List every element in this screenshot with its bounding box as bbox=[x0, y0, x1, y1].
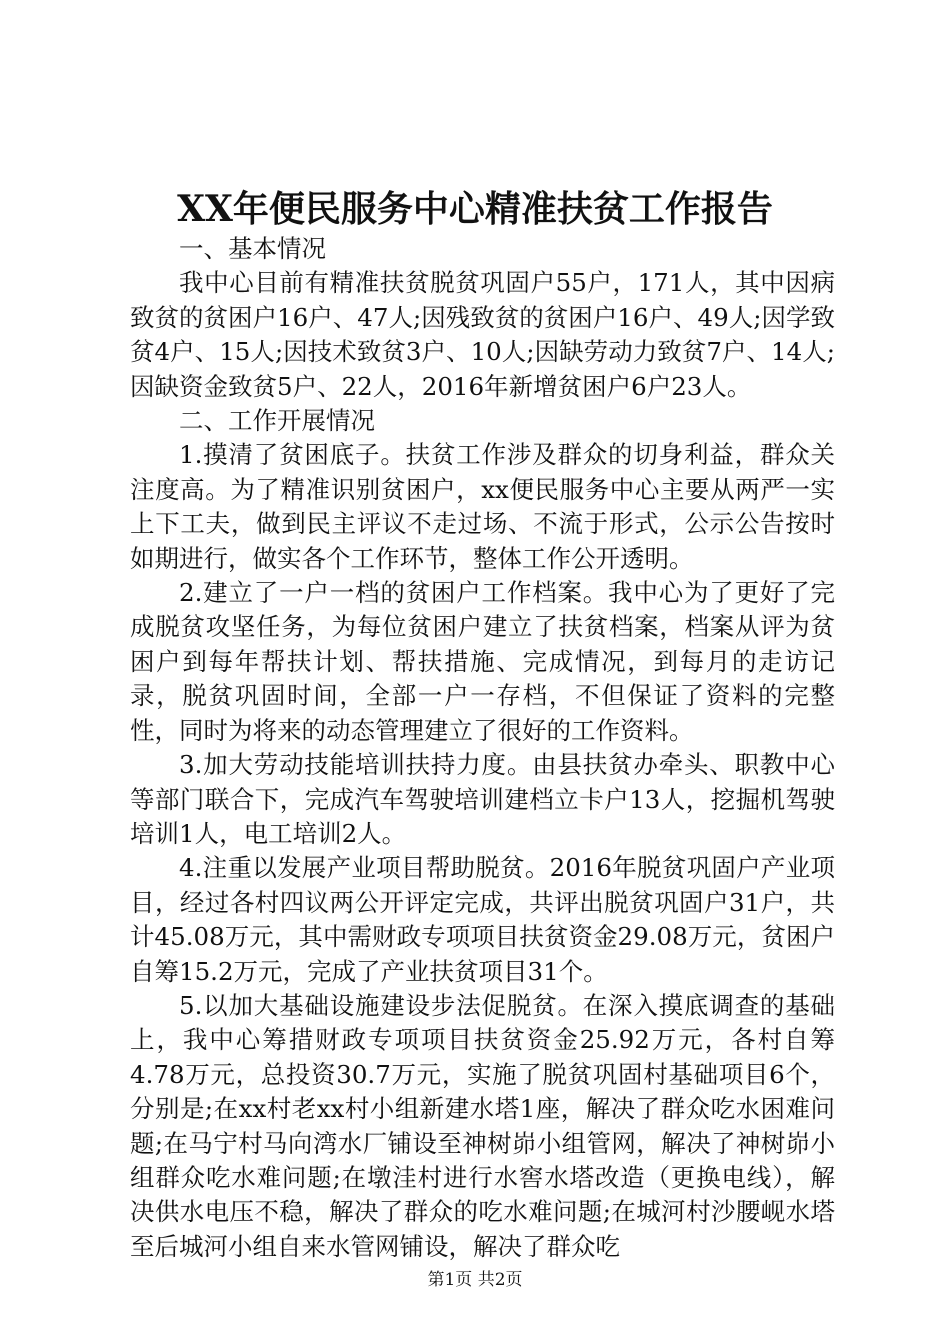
paragraph-item-4: 4.注重以发展产业项目帮助脱贫。2016年脱贫巩固户产业项目，经过各村四议两公开评定完成，共评出脱贫巩固户31户，共计45.08万元，其中需财政专项项目扶贫资金29.08万元，贫困户自筹15.2万元，完成了产业扶贫项目31个。 bbox=[130, 853, 835, 986]
section-heading-work-progress: 二、工作开展情况 bbox=[179, 406, 375, 436]
paragraph-item-2: 2.建立了一户一档的贫困户工作档案。我中心为了更好了完成脱贫攻坚任务，为每位贫困户建立了扶贫档案，档案从评为贫困户到每年帮扶计划、帮扶措施、完成情况，到每月的走访记录，脱贫巩固时间，全部一户一存档，不但保证了资料的完整性，同时为将来的动态管理建立了很好的工作资料。 bbox=[130, 578, 835, 745]
section-heading-basic-info: 一、基本情况 bbox=[179, 234, 326, 263]
page-footer: 第1页 共2页 bbox=[427, 1270, 523, 1290]
document-body bbox=[130, 232, 835, 1264]
paragraph-item-3: 3.加大劳动技能培训扶持力度。由县扶贫办牵头、职教中心等部门联合下，完成汽车驾驶培训建档立卡户13人，挖掘机驾驶培训1人，电工培训2人。 bbox=[130, 750, 835, 848]
paragraph-item-1: 1.摸清了贫困底子。扶贫工作涉及群众的切身利益，群众关注度高。为了精准识别贫困户，xx便民服务中心主要从两严一实上下工夫，做到民主评议不走过场、不流于形式，公示公告按时如期进行，做实各个工作环节，整体工作公开透明。 bbox=[130, 440, 835, 573]
document-title: XX年便民服务中心精准扶贫工作报告 bbox=[177, 188, 773, 230]
paragraph-basic-info: 我中心目前有精准扶贫脱贫巩固户55户，171人，其中因病致贫的贫困户16户、47人;因残致贫的贫困户16户、49人;因学致贫4户、15人;因技术致贫3户、10人;因缺劳动力致贫7户、14人;因缺资金致贫5户、22人，2016年新增贫困户6户23人。 bbox=[130, 268, 835, 401]
paragraph-item-5: 5.以加大基础设施建设步法促脱贫。在深入摸底调查的基础上，我中心筹措财政专项项目扶贫资金25.92万元，各村自筹4.78万元，总投资30.7万元，实施了脱贫巩固村基础项目6个，分别是;在xx村老xx村小组新建水塔1座，解决了群众吃水困难问题;在马宁村马向湾水厂铺设至神树峁小组管网，解决了神树峁小组群众吃水难问题;在墩洼村进行水窖水塔改造（更换电线），解决供水电压不稳，解决了群众的吃水难问题;在城河村沙腰岘水塔至后城河小组自来水管网铺设，解决了群众吃 bbox=[130, 990, 835, 1261]
